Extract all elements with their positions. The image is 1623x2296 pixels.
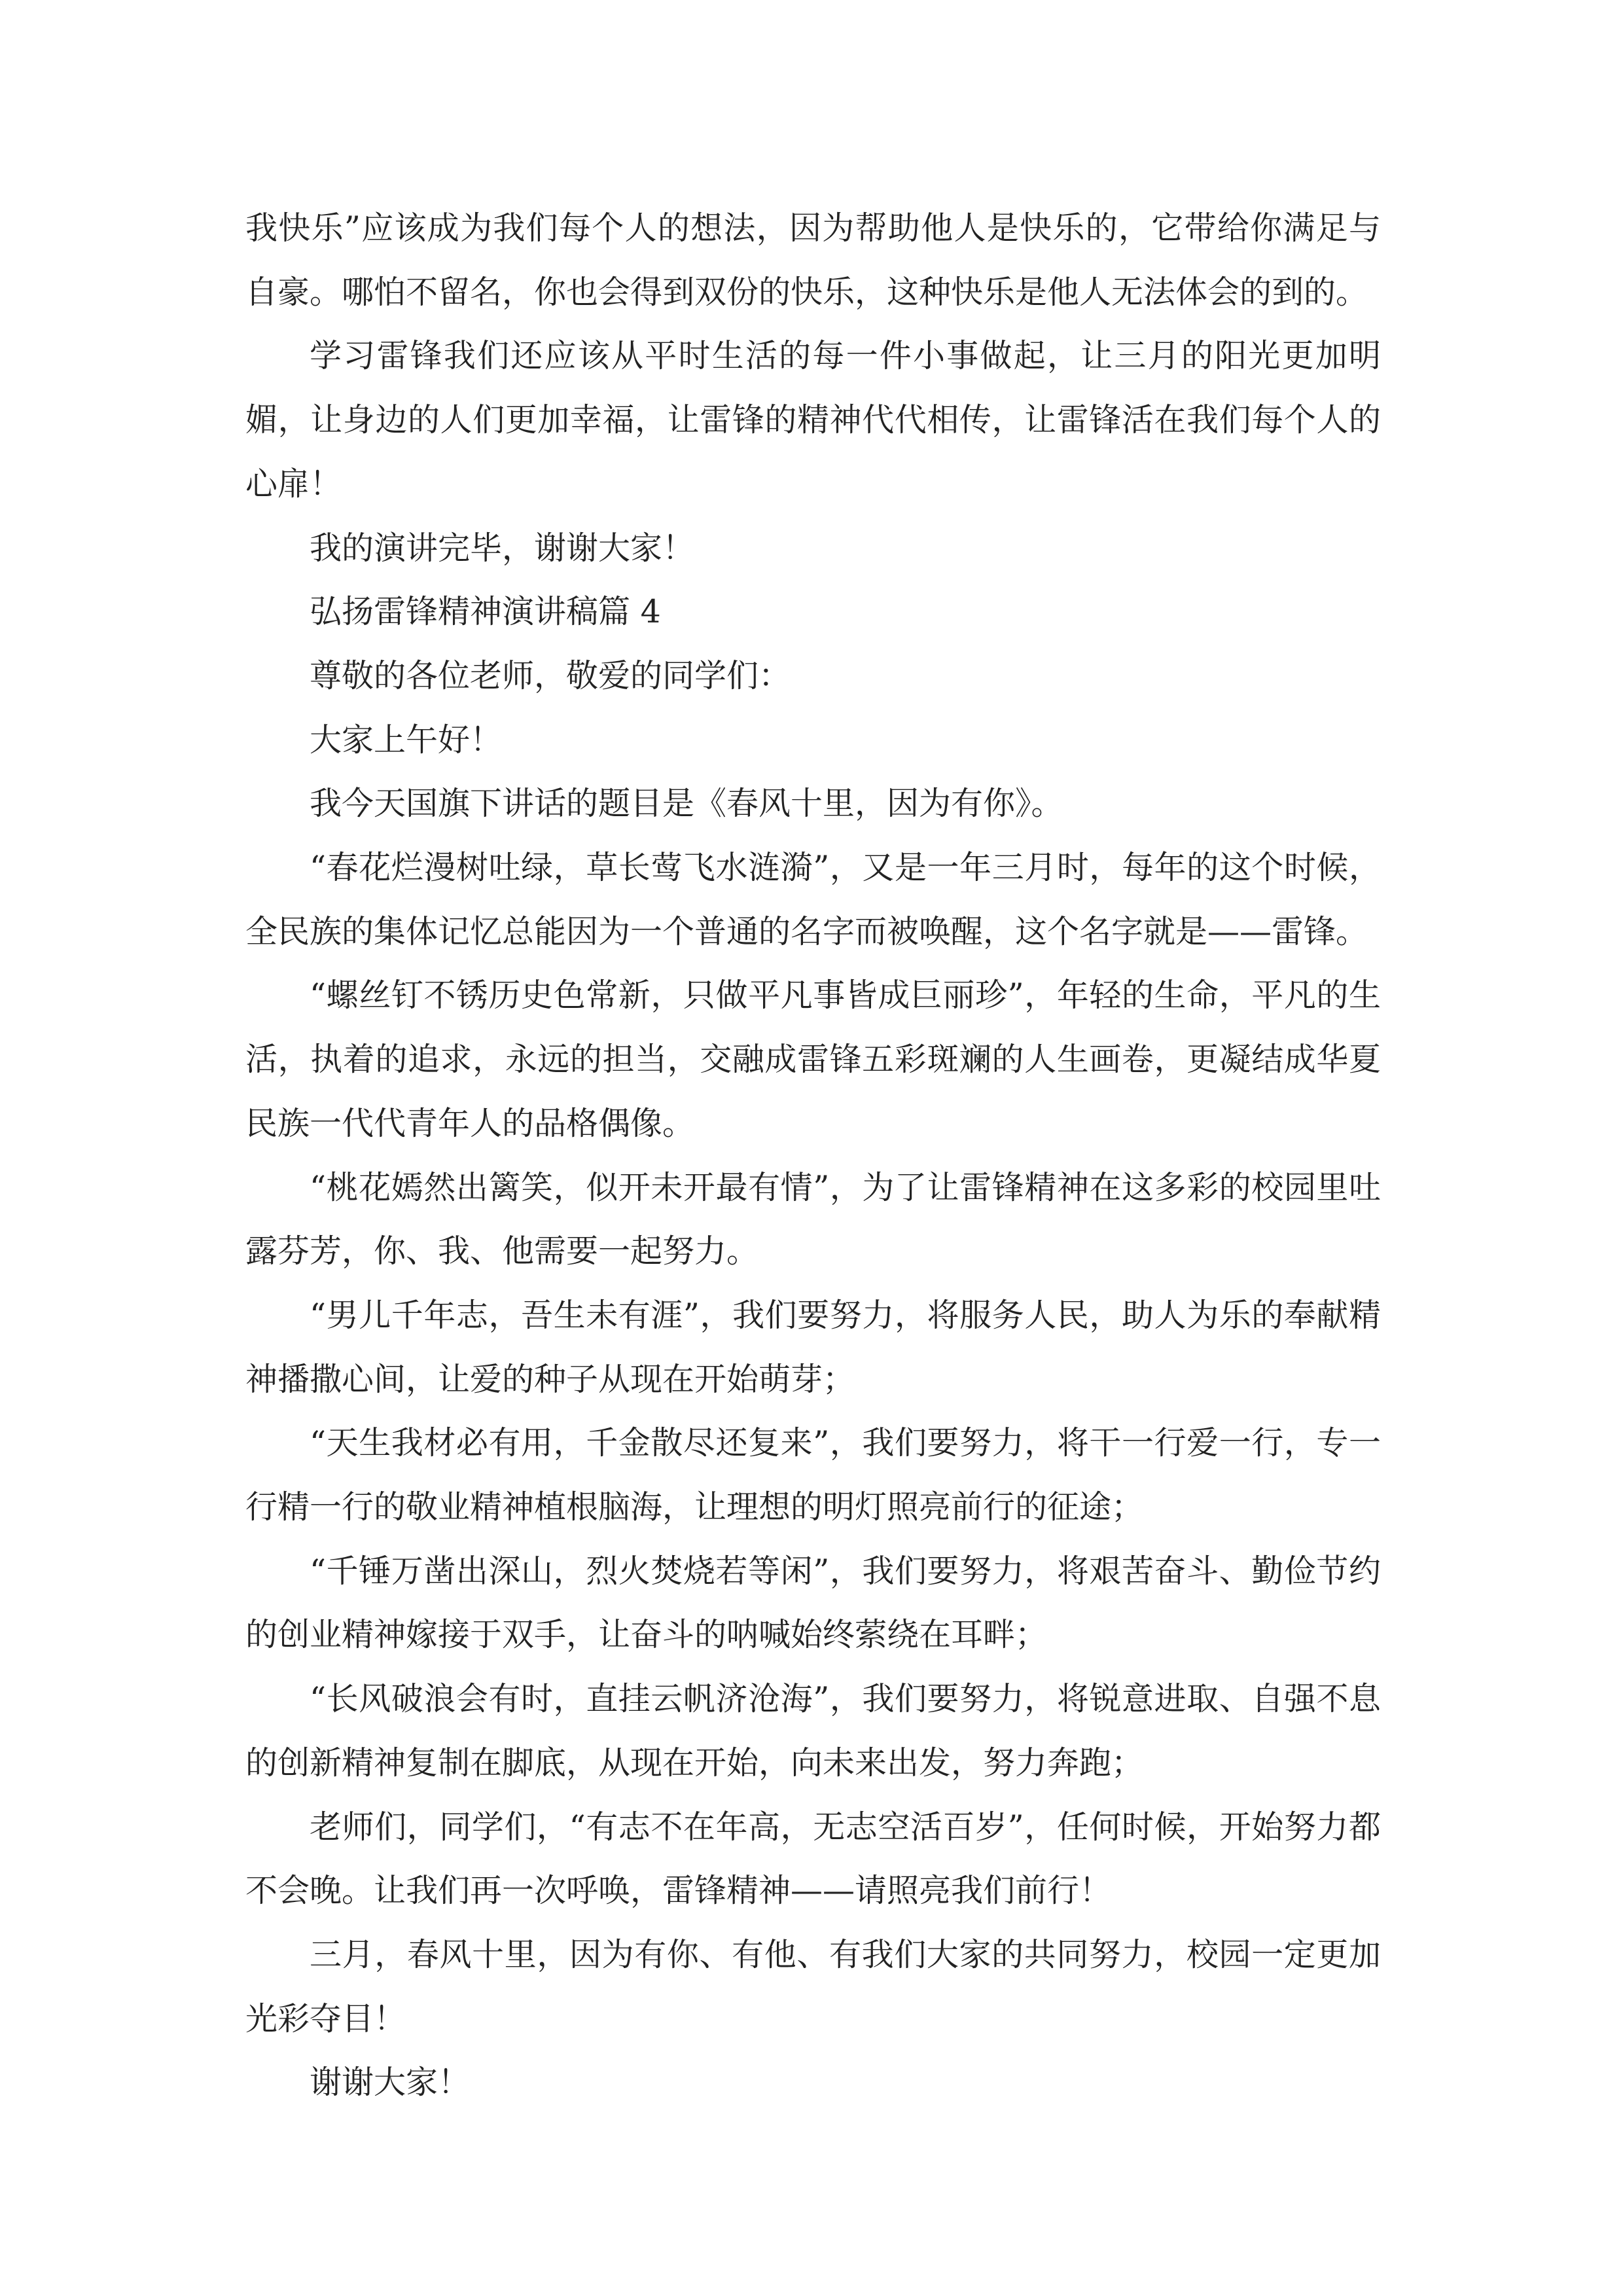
- section-heading: 弘扬雷锋精神演讲稿篇 4: [310, 593, 661, 631]
- paragraph: 我的演讲完毕，谢谢大家！: [310, 529, 695, 567]
- paragraph: “春花烂漫树吐绿，草长莺飞水涟漪”，又是一年三月时，每年的这个时候，全民族的集体记忆总能因为一个普通的名字而被唤醒，这个名字就是——雷锋。: [245, 849, 1381, 950]
- paragraph: 我今天国旗下讲话的题目是《春风十里，因为有你》。: [310, 785, 1063, 823]
- closing: 谢谢大家！: [310, 2064, 471, 2102]
- document-body: [245, 196, 1381, 2115]
- paragraph: “天生我材必有用，千金散尽还复来”，我们要努力，将干一行爱一行，专一行精一行的敬业精神植根脑海，让理想的明灯照亮前行的征途；: [245, 1424, 1381, 1526]
- paragraph: “千锤万凿出深山，烈火焚烧若等闲”，我们要努力，将艰苦奋斗、勤俭节约的创业精神嫁接于双手，让奋斗的呐喊始终萦绕在耳畔；: [245, 1552, 1381, 1654]
- paragraph-continued: 我快乐”应该成为我们每个人的想法，因为帮助他人是快乐的，它带给你满足与自豪。哪怕不留名，你也会得到双份的快乐，这种快乐是他人无法体会的到的。: [245, 209, 1381, 311]
- paragraph: 老师们，同学们，“有志不在年高，无志空活百岁”，任何时候，开始努力都不会晚。让我们再一次呼唤，雷锋精神——请照亮我们前行！: [245, 1808, 1381, 1910]
- paragraph: 三月，春风十里，因为有你、有他、有我们大家的共同努力，校园一定更加光彩夺目！: [245, 1935, 1381, 2037]
- paragraph: “男儿千年志，吾生未有涯”，我们要努力，将服务人民，助人为乐的奉献精神播撒心间，让爱的种子从现在开始萌芽；: [245, 1296, 1381, 1398]
- paragraph: “桃花嫣然出篱笑，似开未开最有情”，为了让雷锋精神在这多彩的校园里吐露芬芳，你、我、他需要一起努力。: [245, 1168, 1381, 1270]
- paragraph: “长风破浪会有时，直挂云帆济沧海”，我们要努力，将锐意进取、自强不息的创新精神复制在脚底，从现在开始，向未来出发，努力奔跑；: [245, 1680, 1381, 1782]
- paragraph: “螺丝钉不锈历史色常新，只做平凡事皆成巨丽珍”，年轻的生命，平凡的生活，执着的追求，永远的担当，交融成雷锋五彩斑斓的人生画卷，更凝结成华夏民族一代代青年人的品格偶像。: [245, 977, 1381, 1142]
- greeting: 大家上午好！: [310, 721, 503, 759]
- salutation: 尊敬的各位老师，敬爱的同学们：: [310, 656, 791, 694]
- paragraph: 学习雷锋我们还应该从平时生活的每一件小事做起，让三月的阳光更加明媚，让身边的人们更加幸福，让雷锋的精神代代相传，让雷锋活在我们每个人的心扉！: [245, 337, 1381, 503]
